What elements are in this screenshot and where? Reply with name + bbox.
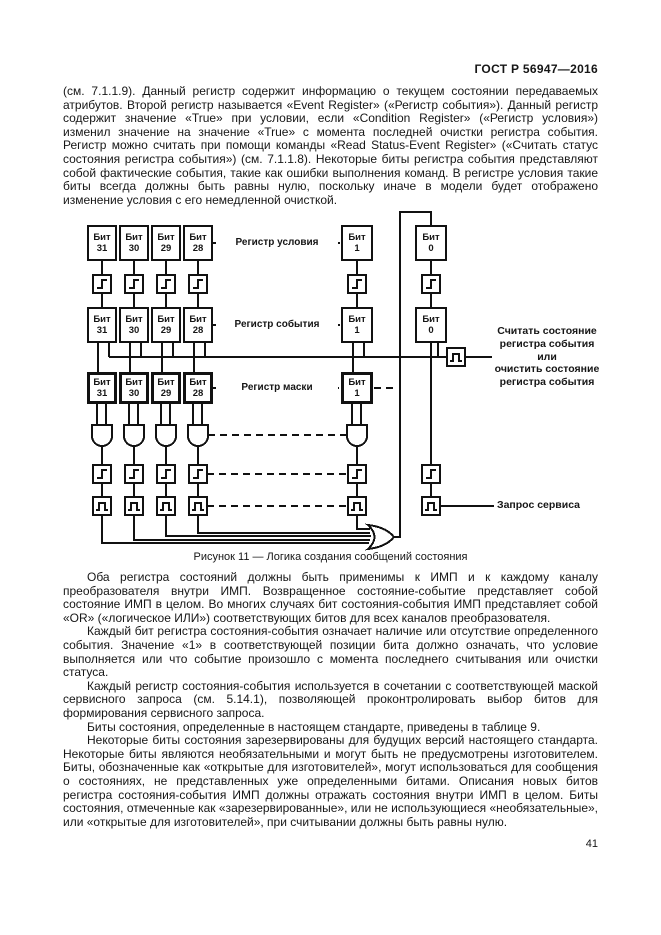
- bit-number: 29: [160, 325, 172, 336]
- register-column-connectors: [102, 261, 431, 307]
- step-up-icon: [422, 465, 440, 483]
- or-gate: [368, 525, 394, 549]
- annotation-line: или: [537, 350, 557, 363]
- and-gate: [124, 425, 144, 446]
- step-up-icon: [348, 275, 366, 293]
- bit-word: Бит: [157, 232, 175, 243]
- condition-register-label: Регистр условия: [216, 236, 338, 250]
- step-up-icon: [125, 465, 143, 483]
- bit-box-condition-31: [87, 225, 117, 261]
- bit-word: Бит: [348, 377, 366, 388]
- bit-word: Бит: [348, 232, 366, 243]
- pulse-row: [93, 497, 440, 515]
- bit-box-mask-29: [151, 372, 181, 404]
- bit-box-mask-31: [87, 372, 117, 404]
- bit-number: 31: [96, 388, 108, 399]
- bit-box-event-30: [119, 307, 149, 343]
- and-gate: [188, 425, 208, 446]
- bit-word: Бит: [189, 377, 207, 388]
- annotation-line: регистра события: [499, 337, 595, 350]
- bit-box-event-29: [151, 307, 181, 343]
- and-gate: [347, 425, 367, 446]
- bit-number: 0: [428, 325, 434, 336]
- annotation-line: Считать состояние: [497, 325, 597, 337]
- bit-number: 29: [160, 243, 172, 254]
- paragraph: Каждый регистр состояния-события используется в сочетании с соответствующей маской сервисного запроса (см. 5.14.1), позволяющей проконтролировать выбор битов для формирования сервисного запроса.: [63, 678, 598, 720]
- annotation-line: регистра события: [499, 376, 595, 389]
- bit-number: 29: [160, 388, 172, 399]
- bit-number: 0: [428, 243, 434, 254]
- bit-box-mask-28: [183, 372, 213, 404]
- step-up-icon: [189, 275, 207, 293]
- pulse-icon: [93, 497, 111, 515]
- mask-register-output-lines: [97, 404, 361, 425]
- step-up-icon: [348, 465, 366, 483]
- bit-box-event-31: [87, 307, 117, 343]
- step-up-icon: [93, 465, 111, 483]
- bit-word: Бит: [422, 314, 440, 325]
- bit-box-event-0: [415, 307, 447, 343]
- bit-number: 31: [96, 325, 108, 336]
- bit-box-condition-30: [119, 225, 149, 261]
- pulse-icon: [189, 497, 207, 515]
- bit-box-condition-28: [183, 225, 213, 261]
- event-register-output-lines: [98, 343, 438, 465]
- bit-word: Бит: [93, 314, 111, 325]
- mask-register-label: Регистр маски: [216, 381, 338, 395]
- figure-caption: Рисунок 11 — Логика создания сообщений состояния: [193, 551, 468, 563]
- pulse-icon: [348, 497, 366, 515]
- paragraph: Некоторые биты состояния зарезервированы для будущих версий настоящего стандарта. Некоторые биты являются необязательными и могут быть не предусмотрены изготовителем. Биты, обозначенные как «открытые для изготовителей», могут использоваться для сообщения о состояниях, не представленных уже определенными битами. Описания новых битов регистра состояния-события ИМП должны отражать состояния внутри ИМП в целом. Биты состояния, отмеченные как «зарезервированные», или не использующиеся «необязательные», или «открытые для изготовителей», при считывании должны быть равны нулю.: [63, 733, 598, 829]
- step-up-icon: [93, 275, 111, 293]
- bit-box-mask-30: [119, 372, 149, 404]
- bit-number: 28: [192, 243, 204, 254]
- bit-word: Бит: [157, 377, 175, 388]
- bit-number: 28: [192, 388, 204, 399]
- event-register-label: Регистр события: [216, 318, 338, 332]
- document-header: ГОСТ Р 56947—2016: [474, 62, 598, 76]
- pulse-icon: [125, 497, 143, 515]
- bit-word: Бит: [125, 314, 143, 325]
- edge-detector-row-2: [93, 465, 440, 483]
- bit-box-condition-29: [151, 225, 181, 261]
- read-clear-annotation: [494, 325, 600, 389]
- step-up-icon: [189, 465, 207, 483]
- bit-word: Бит: [157, 314, 175, 325]
- bit-number: 30: [128, 243, 140, 254]
- bit-box-mask-1: [341, 372, 373, 404]
- bit-number: 28: [192, 325, 204, 336]
- bit-word: Бит: [125, 232, 143, 243]
- body-text-bottom: [63, 571, 598, 829]
- bit-box-condition-0: [415, 225, 447, 261]
- or-input-bundle: [102, 515, 371, 543]
- paragraph: (см. 7.1.1.9). Данный регистр содержит информацию о текущем состоянии передаваемых атрибутов. Второй регистр называется «Event Register» («Регистр события»). Данный регистр содержит значение «True» при условии, если «Condition Register» («Регистр условия») изменил значение на значение «True» с момента последней очистки регистра события. Регистр можно считать при помощи команды «Read Status-Event Register» («Считать статус состояния регистра события») (см. 7.1.1.8). Некоторые биты регистра события представляют собой фактические события, такие как ошибки выполнения команд. В регистре условия такие биты всегда должны быть равны нулю, поскольку иначе в модели будет отображено изменение условия с его немедленной очисткой.: [63, 84, 598, 207]
- service-request-annotation: Запрос сервиса: [497, 499, 581, 511]
- bit-word: Бит: [189, 314, 207, 325]
- pulse-icon: [447, 348, 465, 366]
- step-up-icon: [157, 275, 175, 293]
- bit-word: Бит: [93, 232, 111, 243]
- bit-box-event-1: [341, 307, 373, 343]
- step-up-icon: [125, 275, 143, 293]
- bit-number: 30: [128, 325, 140, 336]
- bit-number: 31: [96, 243, 108, 254]
- page-number: 41: [585, 838, 598, 850]
- gate-chain-connectors: [102, 446, 431, 497]
- and-gate: [92, 425, 112, 446]
- bit-word: Бит: [348, 314, 366, 325]
- pulse-icon: [157, 497, 175, 515]
- annotation-line: очистить состояние: [494, 363, 600, 376]
- bit-word: Бит: [93, 377, 111, 388]
- bit-box-condition-1: [341, 225, 373, 261]
- bit-word: Бит: [125, 377, 143, 388]
- bit-number: 1: [354, 388, 360, 399]
- bit-word: Бит: [422, 232, 440, 243]
- step-up-icon: [422, 275, 440, 293]
- paragraph: Оба регистра состояний должны быть применимы к ИМП и к каждому каналу преобразователя внутри ИМП. Возвращенное состояние-событие представляет собой состояние ИМП в целом. Во многих случаях бит состояния-события ИМП представляет собой «OR» («логическое ИЛИ») соответствующих битов для всех каналов преобразователя.: [63, 570, 598, 625]
- bit-number: 1: [354, 325, 360, 336]
- step-up-icon: [157, 465, 175, 483]
- bit-number: 30: [128, 388, 140, 399]
- paragraph: Биты состояния, определенные в настоящем стандарте, приведены в таблице 9.: [87, 719, 541, 734]
- paragraph: Каждый бит регистра состояния-события означает наличие или отсутствие определенного события. Значение «1» в соответствующей позиции бита должно означать, что условие выполняется или что событие произошло с момента последнего считывания или очистки статуса.: [63, 624, 598, 680]
- bit-word: Бит: [189, 232, 207, 243]
- pulse-icon: [422, 497, 440, 515]
- and-gates: [92, 425, 367, 446]
- edge-detector-row-1: [93, 275, 440, 293]
- bit-box-event-28: [183, 307, 213, 343]
- bit-number: 1: [354, 243, 360, 254]
- and-gate: [156, 425, 176, 446]
